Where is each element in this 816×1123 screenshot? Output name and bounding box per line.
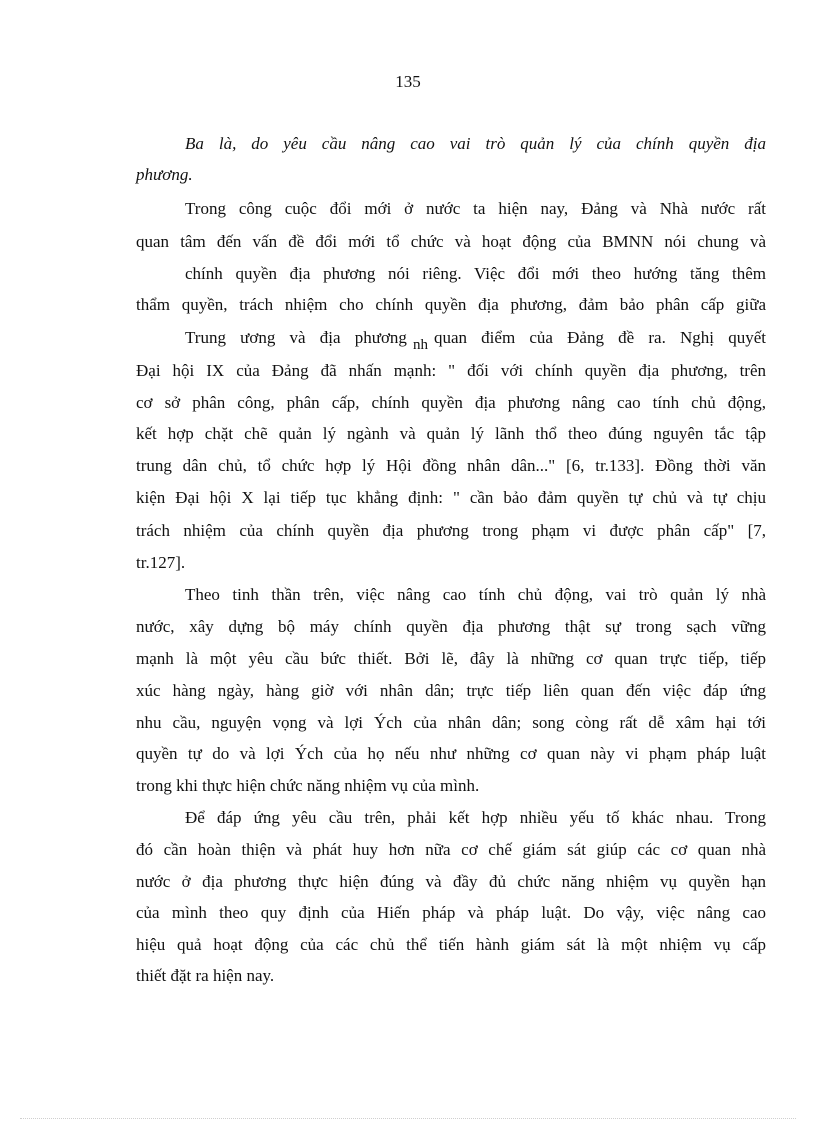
text-line: đó cần hoàn thiện và phát huy hơn nữa cơ chế giám sát giúp các cơ quan nhà [136,840,766,859]
text-segment: Trung ương và địa phương [185,328,407,347]
text-fragment-subscript: nh [412,337,428,353]
text-line: kiện Đại hội X lại tiếp tục khẳng định: " cần bảo đảm quyền tự chủ và tự chịu [136,488,766,507]
text-line: kết hợp chặt chẽ quản lý ngành và quản lý lãnh thổ theo đúng nguyên tắc tập [136,424,766,443]
text-line: quyền tự do và lợi Ých của họ nếu như những cơ quan này vi phạm pháp luật [136,744,766,763]
text-line: quan tâm đến vấn đề đổi mới tổ chức và hoạt động của BMNN nói chung và [136,232,766,251]
text-line: xúc hàng ngày, hàng giờ với nhân dân; trực tiếp liên quan đến việc đáp ứng [136,681,766,700]
text-segment: quan điểm của Đảng đề ra. Nghị quyết [433,328,766,347]
text-line: nước ở địa phương thực hiện đúng và đầy đủ chức năng nhiệm vụ quyền hạn [136,872,766,891]
text-line [185,328,766,353]
text-line: nhu cầu, nguyện vọng và lợi Ých của nhân dân; song còng rất dễ xâm hại tới [136,713,766,732]
text-line: hiệu quả hoạt động của các chủ thể tiến hành giám sát là một nhiệm vụ cấp [136,935,766,954]
text-line: Ba là, do yêu cầu nâng cao vai trò quản lý của chính quyền địa [185,134,766,153]
text-line: Trong công cuộc đổi mới ở nước ta hiện nay, Đảng và Nhà nước rất [185,199,766,218]
text-line: cơ sở phân công, phân cấp, chính quyền địa phương nâng cao tính chủ động, [136,393,766,412]
text-line: Để đáp ứng yêu cầu trên, phải kết hợp nhiều yếu tố khác nhau. Trong [185,808,766,827]
text-line: mạnh là một yêu cầu bức thiết. Bởi lẽ, đây là những cơ quan trực tiếp, tiếp [136,649,766,668]
text-line: nước, xây dựng bộ máy chính quyền địa phương thật sự trong sạch vững [136,617,766,636]
text-line: trung dân chủ, tổ chức hợp lý Hội đồng nhân dân..." [6, tr.133]. Đồng thời văn [136,456,766,475]
text-line: trong khi thực hiện chức năng nhiệm vụ của mình. [136,776,480,795]
text-line: thẩm quyền, trách nhiệm cho chính quyền địa phương, đảm bảo phân cấp giữa [136,295,766,314]
page-bottom-rule [20,1118,796,1119]
text-line: tr.127]. [136,553,186,572]
page-number: 135 [395,72,421,91]
text-line: của mình theo quy định của Hiến pháp và pháp luật. Do vậy, việc nâng cao [136,903,766,922]
text-line: Đại hội IX của Đảng đã nhấn mạnh: " đối với chính quyền địa phương, trên [136,361,766,380]
text-line: trách nhiệm của chính quyền địa phương trong phạm vi được phân cấp" [7, [136,521,766,540]
text-line: chính quyền địa phương nói riêng. Việc đổi mới theo hướng tăng thêm [185,264,766,283]
text-line: phương. [136,165,193,184]
text-line: Theo tinh thần trên, việc nâng cao tính chủ động, vai trò quản lý nhà [185,585,766,604]
text-line: thiết đặt ra hiện nay. [136,966,275,985]
